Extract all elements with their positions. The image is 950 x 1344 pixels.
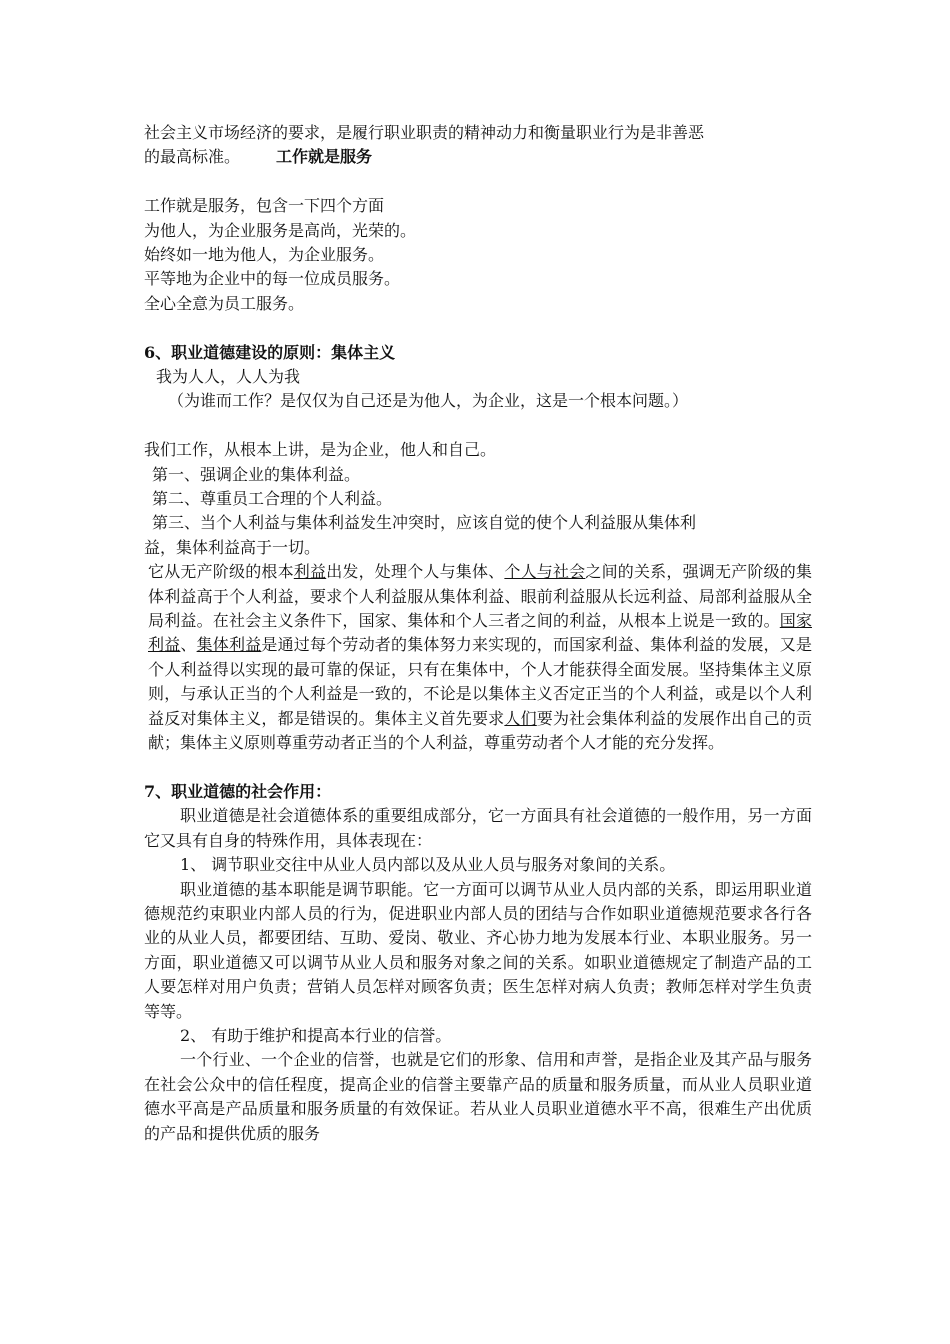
link-geren-yu-shehui[interactable]: 个人与社会 [504, 562, 586, 582]
link-jiti-liyi[interactable]: 集体利益 [196, 635, 262, 655]
section-6-heading: 6、职业道德建设的原则：集体主义 [144, 342, 396, 362]
service-line: 平等地为企业中的每一位成员服务。 [144, 269, 401, 289]
para-text: 、 [180, 635, 197, 655]
service-line: 全心全意为员工服务。 [144, 293, 305, 313]
intro-line-2-text: 的最高标准。 [144, 147, 241, 167]
section-6-motto: 我为人人，人人为我 [156, 367, 301, 387]
para-text: 它从无产阶级的根本 [148, 562, 294, 582]
link-liyi[interactable]: 利益 [293, 562, 327, 582]
service-line: 始终如一地为他人，为企业服务。 [144, 245, 385, 265]
para-text: 是通过每个劳动者的集体努力来实现的，而国家利益、集体利益的发展，又是个人利益得以实现的最可靠的保证，只有在集体中，个人才能获得全面发展。坚持集体主义原则，与承认正当的个人利益是一致的，不论是以集体主义否定正当的个人利益，或是以个人利益反对集体主义，都是错误的。集体主义首先要求 [148, 635, 812, 728]
section-7-item-1: 1、 调节职业交往中从业人员内部以及从业人员与服务对象间的关系。 [180, 855, 676, 875]
section-7-paragraph-3: 一个行业、一个企业的信誉，也就是它们的形象、信用和声誉，是指企业及其产品与服务在社会公众中的信任程度，提高企业的信誉主要靠产品的质量和服务质量，而从业人员职业道德水平高是产品质量和服务质量的有效保证。若从业人员职业道德水平不高，很难生产出优质的产品和提供优质的服务 [144, 1050, 812, 1143]
service-heading: 工作就是服务 [276, 147, 373, 167]
section-7-paragraph-2: 职业道德的基本职能是调节职能。它一方面可以调节从业人员内部的关系，即运用职业道德规范约束职业内部人员的行为，促进职业内部人员的团结与合作如职业道德规范要求各行各业的从业人员，都要团结、互助、爱岗、敬业、齐心协力地为发展本行业、本职业服务。另一方面，职业道德又可以调节从业人员和服务对象之间的关系。如职业道德规定了制造产品的工人要怎样对用户负责；营销人员怎样对顾客负责；医生怎样对病人负责；教师怎样对学生负责等等。 [144, 879, 812, 1021]
section-6-line-1: 我们工作，从根本上讲，是为企业，他人和自己。 [144, 440, 497, 460]
para-text: 要为社会集体利益的发展作出自己的贡献；集体主义原则尊重劳动者正当的个人利益，尊重劳动者个人才能的充分发挥。 [148, 708, 812, 753]
collectivism-paragraph [144, 560, 812, 755]
section-7-heading: 7、职业道德的社会作用： [144, 781, 332, 801]
blank-line [144, 170, 812, 194]
service-line: 为他人，为企业服务是高尚，光荣的。 [144, 220, 417, 240]
blank-line [144, 316, 812, 340]
blank-line [144, 756, 812, 780]
link-renmen[interactable]: 人们 [504, 708, 537, 728]
service-line: 工作就是服务，包含一下四个方面 [144, 196, 385, 216]
para-text: 出发，处理个人与集体、 [326, 562, 505, 582]
blank-line [144, 414, 812, 438]
intro-line-1: 社会主义市场经济的要求，是履行职业职责的精神动力和衡量职业行为是非善恶 [144, 123, 705, 142]
section-6-question: （为谁而工作？是仅仅为自己还是为他人，为企业，这是一个根本问题。） [168, 391, 689, 411]
para-text: 之间的关系，强调无产阶级的集体利益高于个人利益，要求个人利益服从集体利益、眼前利益服从长远利益、局部利益服从全局利益。在社会主义条件下，国家、集体和个人三者之间的利益，从根本上说是一致的。 [148, 562, 812, 631]
intro-line-2 [144, 145, 812, 169]
document-page [144, 121, 812, 1146]
section-6-line-4: 第三、当个人利益与集体利益发生冲突时，应该自觉的使个人利益服从集体利 [152, 513, 697, 533]
link-guojia-liyi[interactable]: 国家利益 [148, 611, 812, 655]
section-6-line-2: 第一、强调企业的集体利益。 [152, 464, 361, 484]
section-7-item-2: 2、 有助于维护和提高本行业的信誉。 [180, 1025, 452, 1045]
section-7-paragraph-1: 职业道德是社会道德体系的重要组成部分，它一方面具有社会道德的一般作用，另一方面它又具有自身的特殊作用，具体表现在： [144, 806, 812, 850]
section-6-line-3: 第二、尊重员工合理的个人利益。 [152, 489, 393, 509]
section-6-line-5: 益，集体利益高于一切。 [144, 537, 321, 557]
